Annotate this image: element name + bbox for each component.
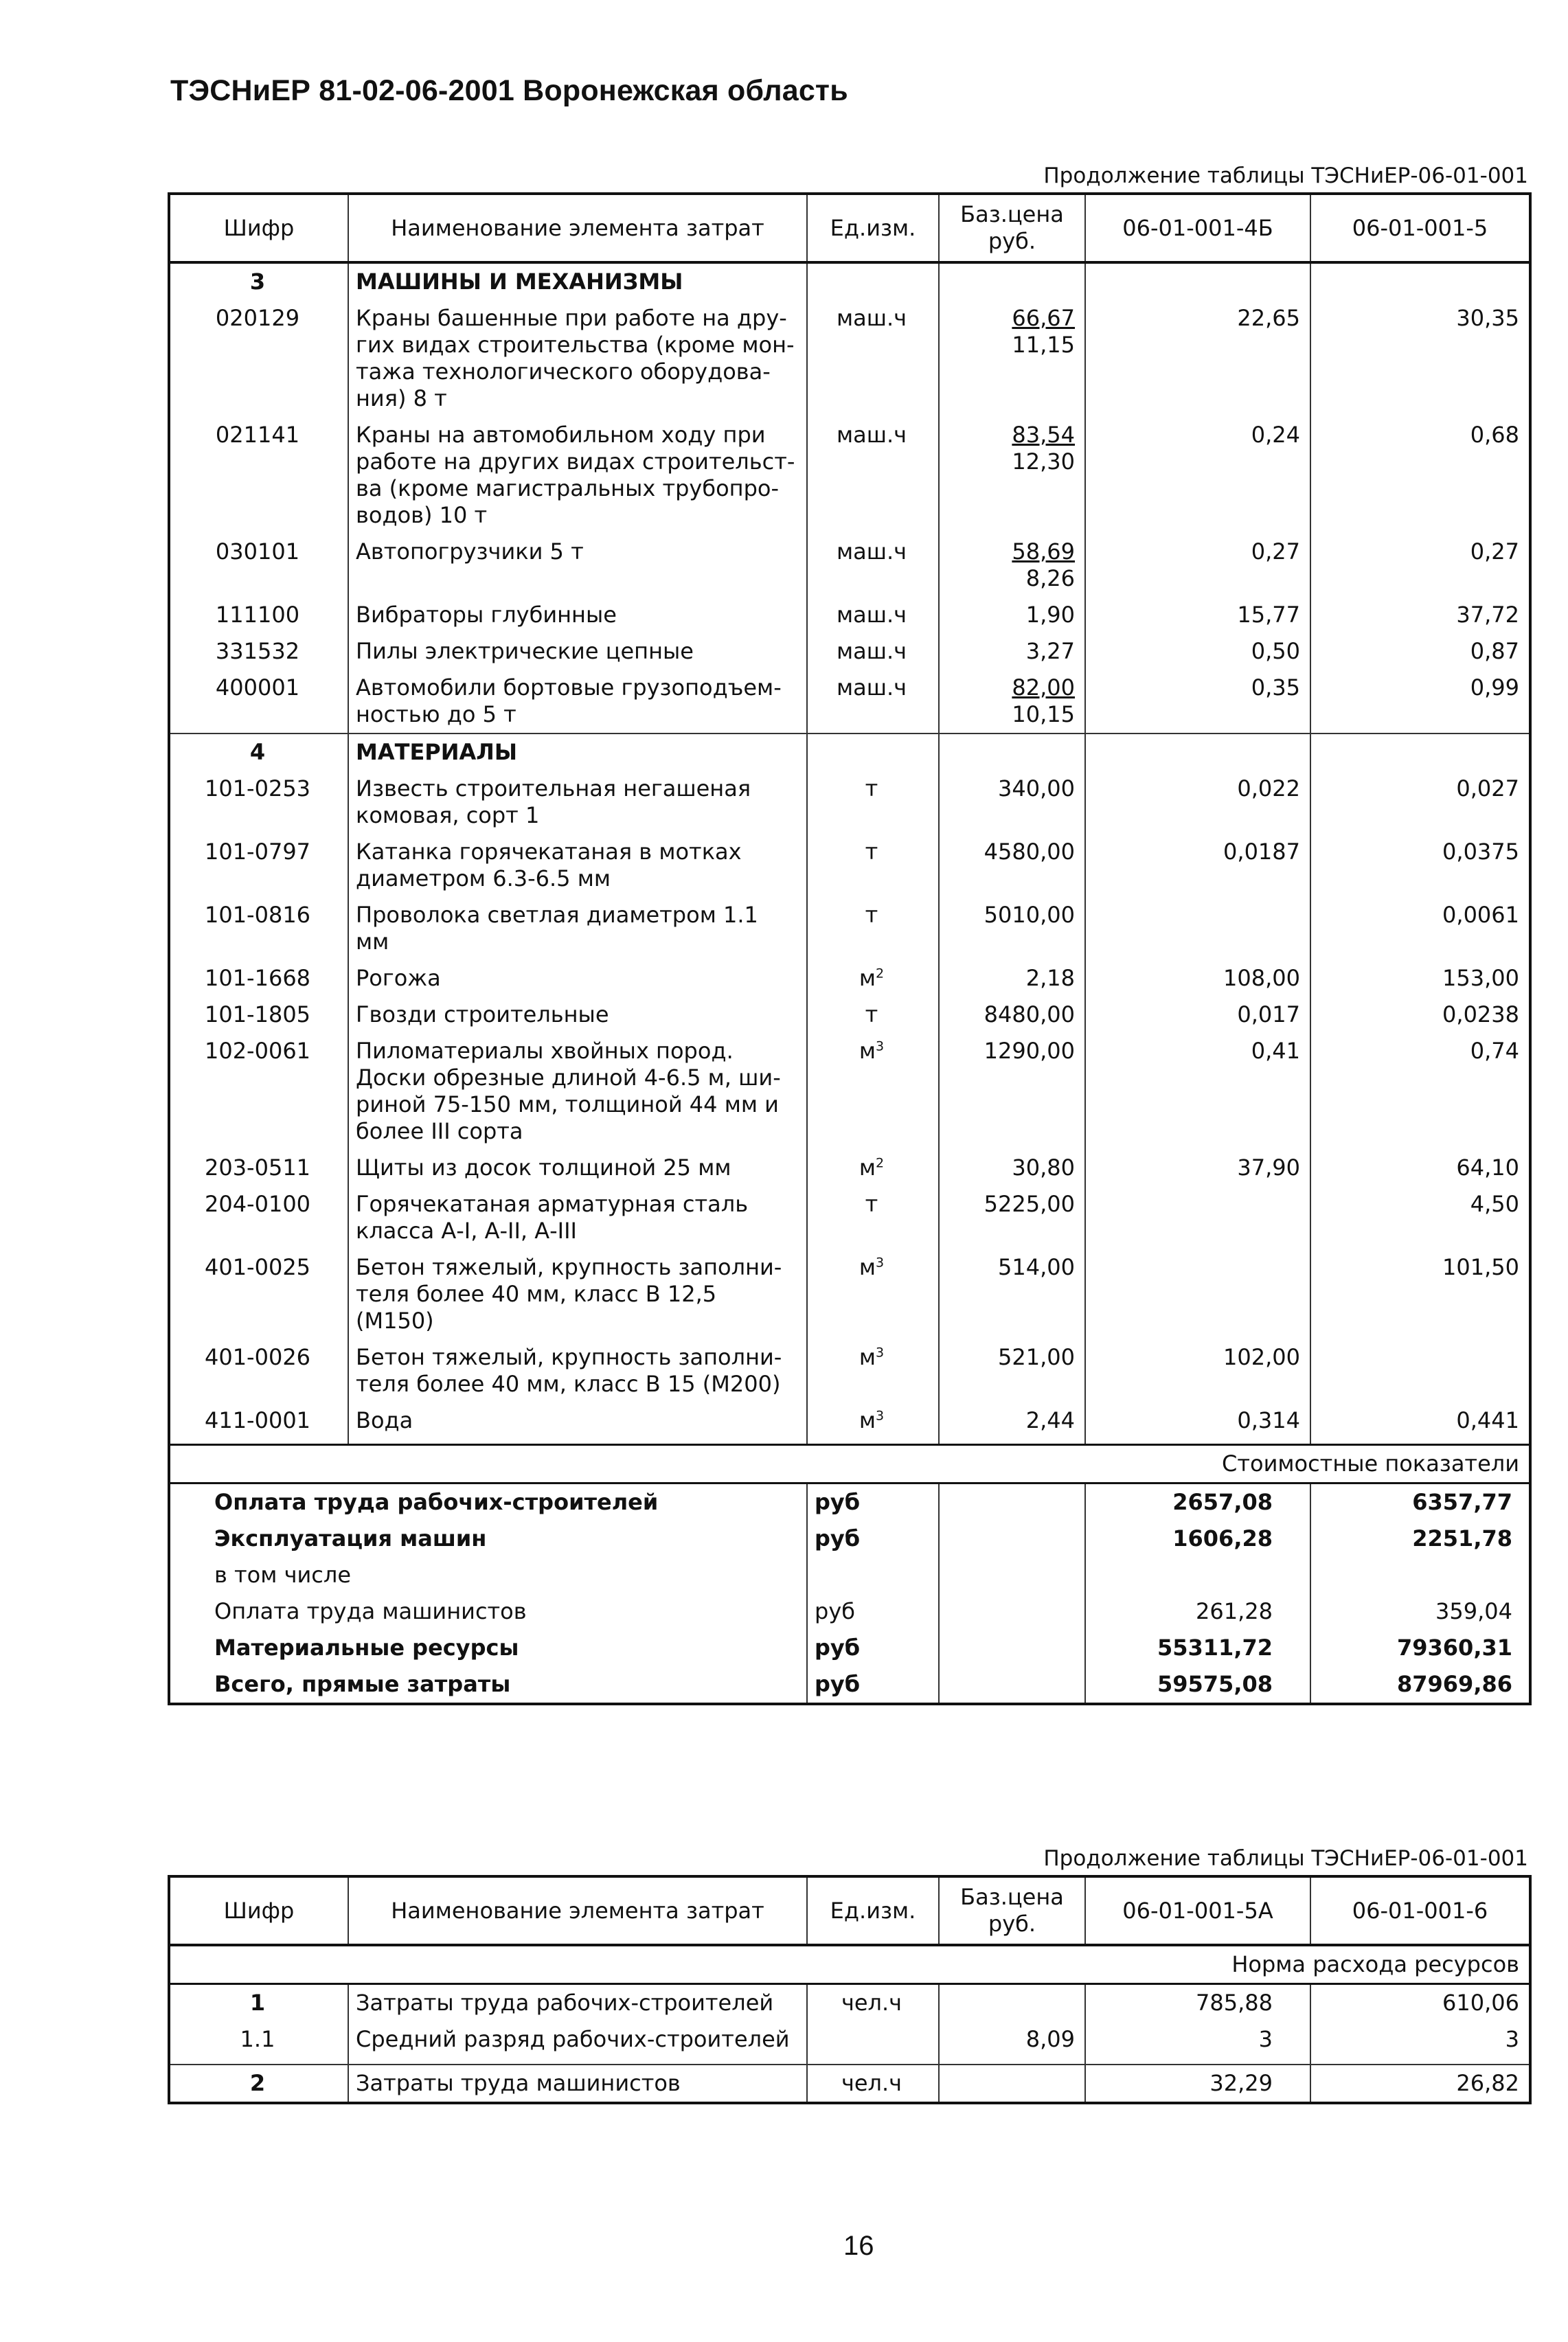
cost-value-2: 79360,31 [1310,1630,1530,1666]
item-unit: маш.ч [807,597,939,633]
unit-text: м [859,1038,876,1064]
item-unit [807,2021,939,2065]
item-value-2: 0,0061 [1310,897,1530,960]
unit-text: т [865,1001,878,1027]
col-header-price-line2: руб. [988,1911,1036,1937]
item-name [348,960,807,997]
cost-unit: руб [807,1666,939,1704]
unit-text: м [859,1254,876,1280]
item-value-1 [1085,1186,1310,1249]
item-name-text: Горячекатаная арматурная сталь класса А-I, А-II, А-III [356,1191,749,1244]
section-title: МАШИНЫ И МЕХАНИЗМЫ [348,262,807,300]
item-name [348,1186,807,1249]
item-name-text: Бетон тяжелый, крупность заполни- теля более 40 мм, класс В 15 (М200) [356,1344,782,1397]
item-price: 2,18 [939,960,1085,997]
item-price: 1290,00 [939,1033,1085,1150]
item-code: 101-1668 [169,960,348,997]
cost-unit: руб [807,1593,939,1630]
machine-row [169,670,1530,734]
item-value-2: 30,35 [1310,300,1530,417]
unit-text: т [865,1191,878,1217]
item-value-2: 4,50 [1310,1186,1530,1249]
item-unit [807,1033,939,1150]
cost-price [939,1666,1085,1704]
item-name-text: Автопогрузчики 5 т [356,538,584,565]
item-name [348,300,807,417]
item-value-2: 153,00 [1310,960,1530,997]
item-name-text: Автомобили бортовые грузоподъем- ностью до 5 т [356,674,782,727]
material-row [169,1150,1530,1186]
item-unit: чел.ч [807,2065,939,2103]
cost-value-1 [1085,1557,1310,1593]
cost-unit [807,1557,939,1593]
item-code: 101-0253 [169,771,348,834]
col-header-name: Наименование элемента затрат [348,194,807,262]
item-name [348,534,807,597]
item-value-2: 0,027 [1310,771,1530,834]
item-name [348,771,807,834]
cost-name: Оплата труда машинистов [169,1593,807,1630]
item-value-1: 0,314 [1085,1402,1310,1445]
item-price: 340,00 [939,771,1085,834]
item-value-2: 64,10 [1310,1150,1530,1186]
cost-price [939,1521,1085,1557]
cost-name: Эксплуатация машин [169,1521,807,1557]
cost-value-1: 2657,08 [1085,1483,1310,1521]
price-primary: 1,90 [1025,602,1075,628]
cost-row [169,1557,1530,1593]
price-secondary: 12,30 [1012,448,1075,475]
cost-unit: руб [807,1630,939,1666]
machine-row [169,633,1530,670]
item-price: 8480,00 [939,997,1085,1033]
item-code: 102-0061 [169,1033,348,1150]
item-code: 021141 [169,417,348,534]
item-value-2: 0,99 [1310,670,1530,734]
item-name [348,1339,807,1402]
price-primary: 66,67 [1012,305,1075,331]
item-code: 101-0797 [169,834,348,897]
cost-row [169,1593,1530,1630]
cost-value-2: 359,04 [1310,1593,1530,1630]
item-value-1: 15,77 [1085,597,1310,633]
item-name-text: Щиты из досок толщиной 25 мм [356,1155,731,1181]
item-unit: маш.ч [807,417,939,534]
price-primary: 83,54 [1012,422,1075,448]
cost-value-1: 1606,28 [1085,1521,1310,1557]
norm-header-row [169,1945,1530,1984]
col-header-unit: Ед.изм. [807,194,939,262]
item-price: 4580,00 [939,834,1085,897]
item-name-text: Рогожа [356,965,441,991]
material-row [169,834,1530,897]
material-row [169,997,1530,1033]
item-value-1: 0,24 [1085,417,1310,534]
cost-row [169,1630,1530,1666]
item-value-2 [1310,1339,1530,1402]
item-value-1: 0,27 [1085,534,1310,597]
material-row [169,1339,1530,1402]
item-code: 401-0025 [169,1249,348,1339]
item-name: Затраты труда машинистов [348,2065,807,2103]
item-name [348,1150,807,1186]
col-header-price [939,1876,1085,1945]
cost-header: Стоимостные показатели [169,1445,1530,1483]
item-name [348,1249,807,1339]
unit-exponent: 3 [876,1038,885,1054]
col-header-unit: Ед.изм. [807,1876,939,1945]
section-number: 4 [169,734,348,771]
price-secondary: 8,26 [1025,565,1075,591]
col-header-price-line1: Баз.цена [960,201,1064,227]
item-name [348,417,807,534]
col-header-v1: 06-01-001-5А [1085,1876,1310,1945]
price-primary: 58,69 [1012,538,1075,565]
price-secondary: 11,15 [1012,332,1075,358]
item-value-2: 0,68 [1310,417,1530,534]
item-value-2: 0,0375 [1310,834,1530,897]
unit-text: м [859,1407,876,1433]
item-code: 1 [169,1984,348,2022]
cost-value-2: 6357,77 [1310,1483,1530,1521]
cost-price [939,1593,1085,1630]
cost-header-row [169,1445,1530,1483]
unit-text: м [859,1155,876,1181]
col-header-price-line1: Баз.цена [960,1884,1064,1910]
cost-value-1: 59575,08 [1085,1666,1310,1704]
item-value-1: 785,88 [1085,1984,1310,2022]
unit-exponent: 3 [876,1345,885,1361]
item-unit [807,1249,939,1339]
item-price [939,300,1085,417]
col-header-name: Наименование элемента затрат [348,1876,807,1945]
item-code: 1.1 [169,2021,348,2065]
col-header-price-line2: руб. [988,228,1036,254]
item-value-2: 26,82 [1310,2065,1530,2103]
item-name-text: Катанка горячекатаная в мотках диаметром 6.3-6.5 мм [356,839,742,891]
item-unit [807,1339,939,1402]
item-price: 30,80 [939,1150,1085,1186]
item-code: 111100 [169,597,348,633]
item-code: 2 [169,2065,348,2103]
item-price [939,2065,1085,2103]
norm-row [169,2065,1530,2103]
item-value-1: 22,65 [1085,300,1310,417]
material-row [169,1249,1530,1339]
item-value-1: 0,017 [1085,997,1310,1033]
item-unit: маш.ч [807,534,939,597]
item-code: 401-0026 [169,1339,348,1402]
col-header-v2: 06-01-001-5 [1310,194,1530,262]
item-unit [807,1402,939,1445]
unit-text: т [865,902,878,928]
item-value-1: 3 [1085,2021,1310,2065]
unit-text: м [859,1344,876,1370]
section-machines-row [169,262,1530,300]
item-name [348,670,807,734]
item-price [939,1984,1085,2022]
cost-row [169,1483,1530,1521]
item-price [939,597,1085,633]
item-name-text: Краны башенные при работе на дру- гих видах строительства (кроме мон- тажа технологического оборудова- ния) 8 т [356,305,795,411]
norm-row [169,2021,1530,2065]
cost-value-1: 55311,72 [1085,1630,1310,1666]
item-code: 020129 [169,300,348,417]
item-value-1: 108,00 [1085,960,1310,997]
item-value-1: 0,50 [1085,633,1310,670]
item-price [939,534,1085,597]
item-value-1: 0,35 [1085,670,1310,734]
resource-table-1 [168,192,1532,1705]
item-value-1: 0,0187 [1085,834,1310,897]
price-secondary: 10,15 [1012,701,1075,727]
section-materials-row [169,734,1530,771]
item-code: 204-0100 [169,1186,348,1249]
item-name-text: Пиломатериалы хвойных пород. Доски обрезные длиной 4-6.5 м, ши- риной 75-150 мм, толщиной 44 мм и более III сорта [356,1038,781,1144]
item-price [939,633,1085,670]
item-name-text: Пилы электрические цепные [356,638,694,664]
cost-price [939,1483,1085,1521]
unit-exponent: 2 [876,1155,885,1171]
item-price: 514,00 [939,1249,1085,1339]
unit-text: т [865,775,878,801]
cost-name: в том числе [169,1557,807,1593]
section-title: МАТЕРИАЛЫ [348,734,807,771]
item-name-text: Вода [356,1407,413,1433]
item-value-2: 0,74 [1310,1033,1530,1150]
col-header-code: Шифр [169,194,348,262]
machine-row [169,534,1530,597]
cost-row [169,1521,1530,1557]
item-unit [807,771,939,834]
price-primary: 3,27 [1025,638,1075,664]
cost-value-1: 261,28 [1085,1593,1310,1630]
unit-text: т [865,839,878,865]
col-header-code: Шифр [169,1876,348,1945]
page-title: ТЭСНиЕР 81-02-06-2001 Воронежская область [170,74,848,107]
norm-header: Норма расхода ресурсов [169,1945,1530,1984]
item-code: 030101 [169,534,348,597]
machine-row [169,597,1530,633]
item-value-1: 0,41 [1085,1033,1310,1150]
unit-exponent: 3 [876,1408,885,1424]
resource-table-2 [168,1875,1532,2104]
cost-name: Оплата труда рабочих-строителей [169,1483,807,1521]
item-name-text: Проволока светлая диаметром 1.1 мм [356,902,758,955]
price-primary: 82,00 [1012,674,1075,701]
item-name: Средний разряд рабочих-строителей [348,2021,807,2065]
norm-row [169,1984,1530,2022]
item-code: 400001 [169,670,348,734]
cost-value-2 [1310,1557,1530,1593]
item-name [348,1033,807,1150]
col-header-price [939,194,1085,262]
item-code: 331532 [169,633,348,670]
item-price: 2,44 [939,1402,1085,1445]
machine-row [169,300,1530,417]
item-value-2: 3 [1310,2021,1530,2065]
item-value-2: 0,0238 [1310,997,1530,1033]
unit-text: м [859,965,876,991]
item-value-1 [1085,1249,1310,1339]
item-value-2: 0,87 [1310,633,1530,670]
col-header-v1: 06-01-001-4Б [1085,194,1310,262]
item-name: Затраты труда рабочих-строителей [348,1984,807,2022]
item-value-1: 37,90 [1085,1150,1310,1186]
cost-value-2: 2251,78 [1310,1521,1530,1557]
material-row [169,771,1530,834]
item-unit: маш.ч [807,633,939,670]
material-row [169,960,1530,997]
item-value-1: 32,29 [1085,2065,1310,2103]
item-value-1: 0,022 [1085,771,1310,834]
item-name [348,1402,807,1445]
item-price: 8,09 [939,2021,1085,2065]
cost-name: Всего, прямые затраты [169,1666,807,1704]
item-code: 101-0816 [169,897,348,960]
item-name [348,834,807,897]
item-price: 5225,00 [939,1186,1085,1249]
item-price [939,417,1085,534]
table2-caption: Продолжение таблицы ТЭСНиЕР-06-01-001 [1043,1846,1528,1871]
material-row [169,1033,1530,1150]
item-name-text: Гвозди строительные [356,1001,609,1027]
cost-row [169,1666,1530,1704]
item-name-text: Известь строительная негашеная комовая, сорт 1 [356,775,751,828]
item-price: 5010,00 [939,897,1085,960]
table2-header-row [169,1876,1530,1945]
item-value-2: 37,72 [1310,597,1530,633]
item-unit [807,897,939,960]
item-name-text: Краны на автомобильном ходу при работе на других видах строительст- ва (кроме магистральных трубопро- водов) 10 т [356,422,795,528]
section-number: 3 [169,262,348,300]
item-unit: маш.ч [807,300,939,417]
col-header-v2: 06-01-001-6 [1310,1876,1530,1945]
item-name-text: Вибраторы глубинные [356,602,617,628]
machine-row [169,417,1530,534]
unit-exponent: 2 [876,966,885,981]
item-name [348,897,807,960]
cost-unit: руб [807,1483,939,1521]
table1-header-row [169,194,1530,262]
item-code: 411-0001 [169,1402,348,1445]
item-name [348,597,807,633]
item-unit [807,1150,939,1186]
item-value-2: 610,06 [1310,1984,1530,2022]
item-unit [807,997,939,1033]
item-code: 203-0511 [169,1150,348,1186]
unit-exponent: 3 [876,1255,885,1271]
item-unit: чел.ч [807,1984,939,2022]
material-row [169,1402,1530,1445]
item-unit [807,960,939,997]
item-price: 521,00 [939,1339,1085,1402]
item-name [348,997,807,1033]
material-row [169,1186,1530,1249]
item-value-1: 102,00 [1085,1339,1310,1402]
item-name-text: Бетон тяжелый, крупность заполни- теля более 40 мм, класс В 12,5 (М150) [356,1254,782,1334]
item-value-2: 0,27 [1310,534,1530,597]
cost-value-2: 87969,86 [1310,1666,1530,1704]
material-row [169,897,1530,960]
cost-unit: руб [807,1521,939,1557]
table1-caption: Продолжение таблицы ТЭСНиЕР-06-01-001 [1043,163,1528,188]
item-value-2: 101,50 [1310,1249,1530,1339]
item-name [348,633,807,670]
item-value-1 [1085,897,1310,960]
item-unit [807,834,939,897]
cost-price [939,1557,1085,1593]
item-code: 101-1805 [169,997,348,1033]
item-value-2: 0,441 [1310,1402,1530,1445]
page-number: 16 [843,2231,874,2261]
item-unit: маш.ч [807,670,939,734]
item-unit [807,1186,939,1249]
item-price [939,670,1085,734]
cost-price [939,1630,1085,1666]
cost-name: Материальные ресурсы [169,1630,807,1666]
